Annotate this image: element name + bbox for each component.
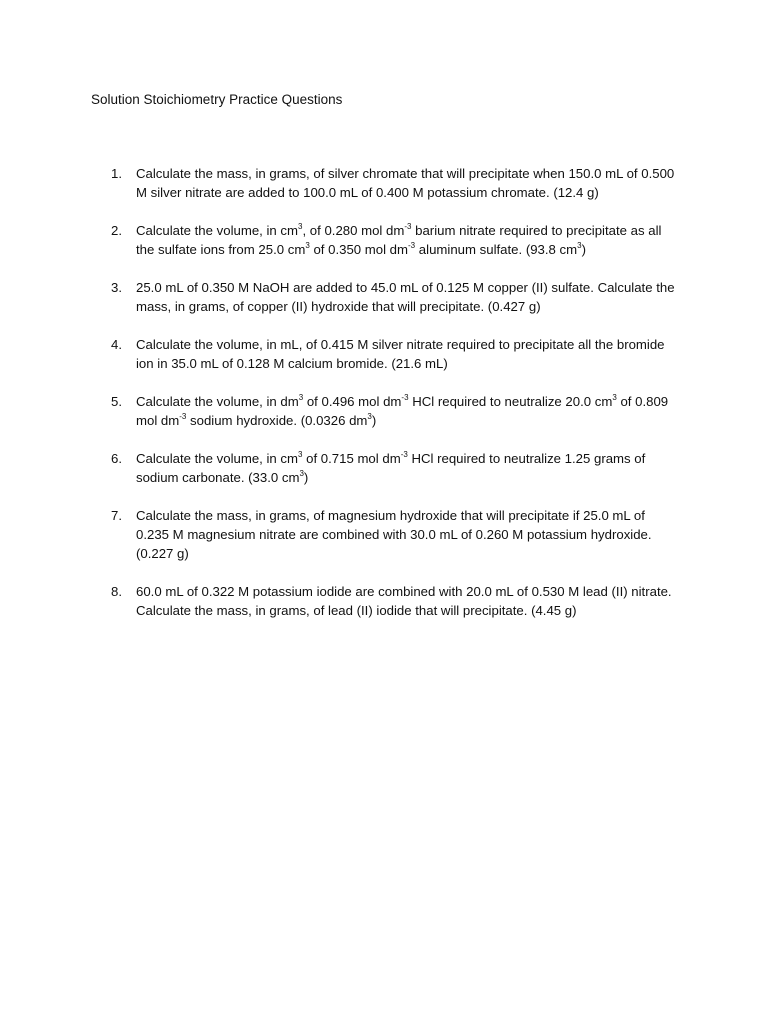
- superscript: 3: [612, 392, 617, 402]
- question-item: [111, 221, 681, 259]
- question-item: [111, 449, 681, 487]
- question-item: [111, 335, 681, 373]
- text-segment: 25.0 mL of 0.350 M NaOH are added to 45.0 mL of 0.125 M copper (II) sulfate. Calculate the mass, in grams, of copper (II) hydroxide that will precipitate. (0.427 g): [136, 280, 675, 314]
- text-segment: Calculate the volume, in cm: [136, 451, 298, 466]
- question-text: [136, 221, 681, 259]
- question-number: 6.: [111, 451, 122, 466]
- question-text: [136, 335, 681, 373]
- text-segment: of 0.350 mol dm: [309, 242, 409, 257]
- superscript: 3: [298, 449, 303, 459]
- question-item: [111, 164, 681, 202]
- superscript: -3: [401, 392, 409, 402]
- text-segment: HCl required to neutralize 20.0 cm: [408, 394, 613, 409]
- question-number: 5.: [111, 394, 122, 409]
- superscript: 3: [298, 221, 303, 231]
- question-text: [136, 278, 681, 316]
- superscript: -3: [408, 240, 416, 250]
- text-segment: of 0.715 mol dm: [302, 451, 401, 466]
- superscript: -3: [404, 221, 412, 231]
- text-segment: Calculate the mass, in grams, of magnesium hydroxide that will precipitate if 25.0 mL of 0.235 M magnesium nitrate are combined with 30.0 mL of 0.260 M potassium hydroxide. (0.227 g): [136, 508, 652, 561]
- question-item: [111, 278, 681, 316]
- text-segment: 60.0 mL of 0.322 M potassium iodide are combined with 20.0 mL of 0.530 M lead (II) nitrate. Calculate the mass, in grams, of lead (II) iodide that will precipitate. (4.45 g): [136, 584, 672, 618]
- text-segment: of 0.809 mol dm: [136, 394, 669, 428]
- question-item: [111, 582, 681, 620]
- superscript: 3: [577, 240, 582, 250]
- question-number: 1.: [111, 166, 122, 181]
- question-text: [136, 392, 681, 430]
- text-segment: ): [371, 413, 377, 428]
- text-segment: Calculate the volume, in dm: [136, 394, 299, 409]
- document-title: Solution Stoichiometry Practice Questions: [91, 92, 343, 107]
- question-text: [136, 506, 681, 563]
- text-segment: sodium hydroxide. (0.0326 dm: [186, 413, 368, 428]
- text-segment: barium nitrate required to precipitate as all the sulfate ions from 25.0 cm: [136, 223, 662, 257]
- text-segment: of 0.496 mol dm: [303, 394, 402, 409]
- superscript: 3: [299, 468, 304, 478]
- question-number: 7.: [111, 508, 122, 523]
- superscript: 3: [298, 392, 304, 402]
- superscript: 3: [305, 240, 310, 250]
- text-segment: Calculate the volume, in cm: [136, 223, 298, 238]
- text-segment: ): [303, 470, 309, 485]
- text-segment: Calculate the mass, in grams, of silver chromate that will precipitate when 150.0 mL of 0.500 M silver nitrate are added to 100.0 mL of 0.400 M potassium chromate. (12.4 g): [136, 166, 675, 200]
- question-number: 4.: [111, 337, 122, 352]
- text-segment: ): [581, 242, 586, 257]
- superscript: -3: [179, 411, 187, 421]
- question-number: 2.: [111, 223, 122, 238]
- question-item: [111, 506, 681, 563]
- superscript: 3: [367, 411, 372, 421]
- question-number: 3.: [111, 280, 122, 295]
- question-text: [136, 582, 681, 620]
- question-text: [136, 164, 681, 202]
- text-segment: Calculate the volume, in mL, of 0.415 M silver nitrate required to precipitate all the bromide ion in 35.0 mL of 0.128 M calcium bromide. (21.6 mL): [136, 337, 665, 371]
- text-segment: aluminum sulfate. (93.8 cm: [415, 242, 578, 257]
- question-number: 8.: [111, 584, 122, 599]
- question-text: [136, 449, 681, 487]
- question-list: [111, 164, 681, 639]
- question-item: [111, 392, 681, 430]
- superscript: -3: [400, 449, 408, 459]
- text-segment: , of 0.280 mol dm: [302, 223, 405, 238]
- text-segment: HCl required to neutralize 1.25 grams of sodium carbonate. (33.0 cm: [136, 451, 646, 485]
